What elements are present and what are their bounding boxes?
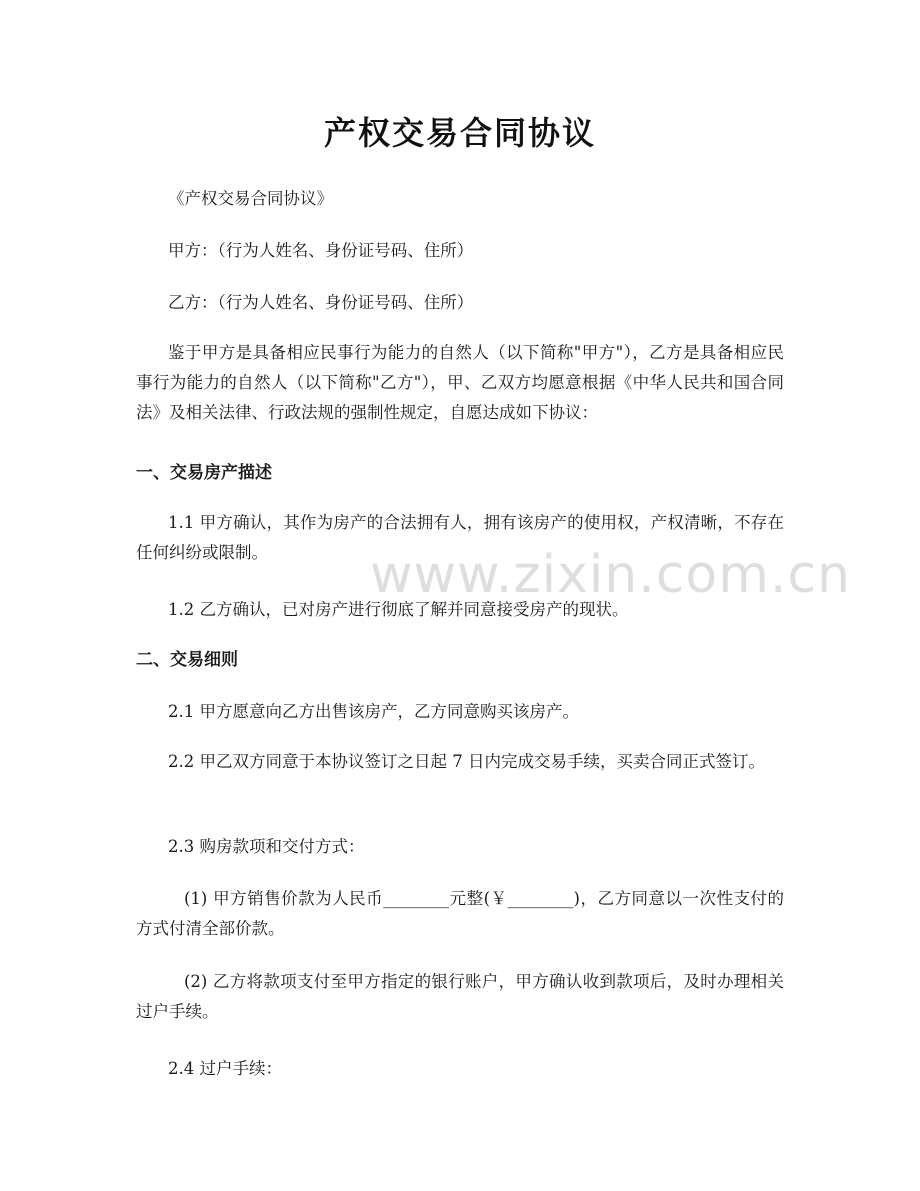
clause-1-1: 1.1 甲方确认，其作为房产的合法拥有人，拥有该房产的使用权，产权清晰，不存在任何纠纷或限制。 [136, 513, 784, 562]
document-subtitle: 《产权交易合同协议》 [168, 189, 333, 208]
clause-1-2: 1.2 乙方确认，已对房产进行彻底了解并同意接受房产的现状。 [168, 600, 629, 619]
party-a-line: 甲方：（行为人姓名、身份证号码、住所） [168, 241, 474, 260]
section-heading-1: 一、交易房产描述 [136, 463, 272, 483]
document-title: 产权交易合同协议 [323, 114, 596, 152]
clause-2-1: 2.1 甲方愿意向乙方出售该房产，乙方同意购买该房产。 [168, 702, 579, 721]
party-b-line: 乙方：（行为人姓名、身份证号码、住所） [168, 293, 474, 312]
preamble-paragraph: 鉴于甲方是具备相应民事行为能力的自然人（以下简称"甲方"），乙方是具备相应民事行为能力的自然人（以下简称"乙方"），甲、乙双方均愿意根据《中华人民共和国合同法》及相关法律、行政法规的强制性规定，自愿达成如下协议： [136, 343, 784, 422]
clause-2-3-item-2: (2) 乙方将款项支付至甲方指定的银行账户，甲方确认收到款项后，及时办理相关过户手续。 [136, 972, 784, 1021]
clause-2-4: 2.4 过户手续： [168, 1059, 282, 1078]
clause-2-2: 2.2 甲乙双方同意于本协议签订之日起 7 日内完成交易手续，买卖合同正式签订。 [168, 752, 765, 771]
watermark: www.zixin.com.cn [370, 545, 851, 605]
clause-2-3: 2.3 购房款项和交付方式： [168, 837, 365, 856]
clause-2-3-item-1: (1) 甲方销售价款为人民币________元整(￥________)，乙方同意以一次性支付的方式付清全部价款。 [136, 889, 784, 938]
section-heading-2: 二、交易细则 [136, 650, 238, 670]
